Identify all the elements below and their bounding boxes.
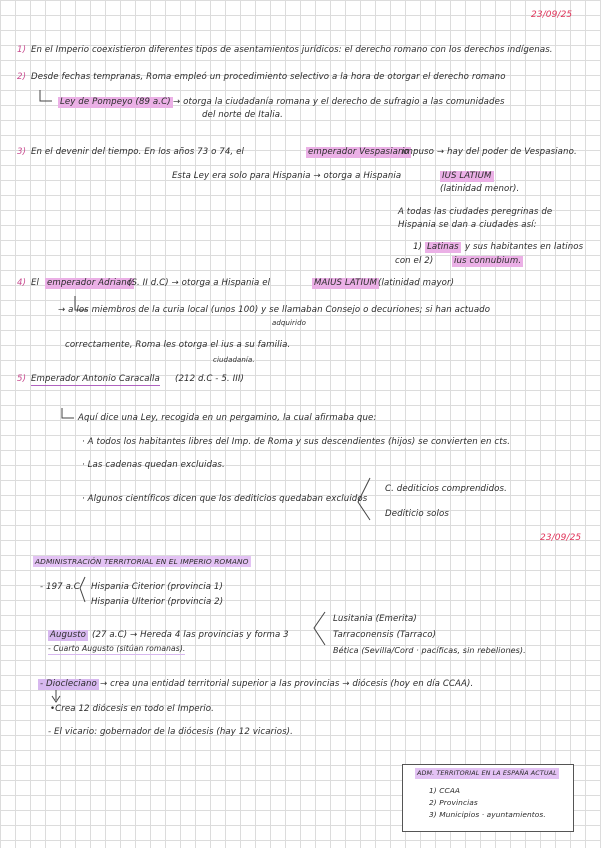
section-5-number: 5)	[17, 374, 27, 384]
section-4-text-a: El	[31, 278, 40, 288]
diocleciano: - Diocleciano	[40, 679, 97, 689]
modern-admin-item3: 3) Municipios · ayuntamientos.	[429, 810, 546, 819]
section-1-number: 1)	[17, 45, 27, 55]
section-3-item1-latinas: Latinas	[427, 242, 459, 252]
section-3-item1-num: 1)	[413, 242, 423, 252]
section-3-line3: (latinidad menor).	[440, 184, 520, 194]
section-3-line2: Esta Ley era solo para Hispania → otorga a Hispania	[172, 171, 402, 181]
section-5-bullet1: · A todos los habitantes libres del Imp. de Roma y sus descendientes (hijos) se convierten en cts.	[82, 437, 511, 447]
augusto-note: - Cuarto Augusto (sitúan romanas).	[48, 644, 186, 653]
modern-admin-item2: 2) Provincias	[429, 798, 478, 807]
law-pompeyo-description: → otorga la ciudadanía romana y el derecho de sufragio a las comunidades	[173, 97, 505, 107]
emperor-vespasiano: emperador Vespasiano	[308, 147, 409, 157]
section-5-line1: Aquí dice una Ley, recogida en un pergamino, la cual afirmaba que:	[78, 413, 377, 423]
emperor-caracalla: Emperador Antonio Caracalla	[31, 374, 160, 384]
section-5-bullet2: · Las cadenas quedan excluidas.	[82, 460, 225, 470]
ius-latium: IUS LATIUM	[442, 171, 492, 181]
section-4-number: 4)	[17, 278, 27, 288]
section-3-item2-num: con el 2)	[395, 256, 434, 266]
section-4-under: adquirido	[272, 319, 307, 327]
date-header-1: 23/09/25	[531, 10, 573, 20]
vicario-line: - El vicario: gobernador de la diócesis (hay 12 vicarios).	[48, 727, 293, 737]
diocleciano-rest: → crea una entidad territorial superior a las provincias → diócesis (hoy en día CCAA).	[100, 679, 474, 689]
section-3-text-b: impuso → hay del poder de Vespasiano.	[402, 147, 577, 157]
section-3-line4: A todas las ciudades peregrinas de	[398, 207, 553, 217]
section-4-line2: → a los miembros de la curia local (unos 100) y se llamaban Consejo o decuriones; si han actuado	[58, 305, 491, 315]
section-3-line5: Hispania se dan a ciudades así:	[398, 220, 537, 230]
maius-latium: MAIUS LATIUM	[314, 278, 378, 288]
section-4-text-b: (S. II d.C) → otorga a Hispania el	[128, 278, 271, 288]
augusto-rest: (27 a.C) → Hereda 4 las provincias y forma 3	[92, 630, 289, 640]
section-3-item1-rest: y sus habitantes en latinos	[465, 242, 584, 252]
caracalla-dates: (212 d.C - 5. III)	[175, 374, 244, 384]
hispania-ulterior: Hispania Ulterior (provincia 2)	[91, 597, 224, 607]
diocleciano-2: •Crea 12 diócesis en todo el Imperio.	[50, 704, 214, 714]
modern-admin-item1: 1) CCAA	[429, 786, 461, 795]
section-4-under2: ciudadanía.	[213, 356, 255, 364]
admin-title: ADMINISTRACIÓN TERRITORIAL EN EL IMPERIO ROMANO	[35, 557, 249, 566]
section-3-text: En el devenir del tiempo. En los años 73 o 74, el	[31, 147, 244, 157]
law-pompeyo: Ley de Pompeyo (89 a.C)	[60, 97, 171, 107]
modern-admin-box	[402, 764, 574, 832]
province-tarraconensis: Tarraconensis (Tarraco)	[333, 630, 437, 640]
section-2-text: Desde fechas tempranas, Roma empleó un procedimiento selectivo a la hora de otorgar el derecho romano	[31, 72, 506, 82]
law-pompeyo-description-cont: del norte de Italia.	[202, 110, 283, 120]
section-3-item2-ius: ius connubium.	[454, 256, 522, 266]
section-5-bullet3: · Algunos científicos dicen que los dediticios quedaban excluidos	[82, 494, 368, 504]
hispania-citerior: Hispania Citerior (provincia 1)	[91, 582, 223, 592]
section-2-number: 2)	[17, 72, 27, 82]
section-4-text-c: (latinidad mayor)	[378, 278, 455, 288]
augusto: Augusto	[50, 630, 87, 640]
admin-197: - 197 a.C	[40, 582, 80, 592]
section-5-option1: C. dediticios comprendidos.	[385, 484, 507, 494]
date-header-2: 23/09/25	[540, 533, 582, 543]
modern-admin-title: ADM. TERRITORIAL EN LA ESPAÑA ACTUAL	[417, 769, 557, 777]
section-4-line3: correctamente, Roma les otorga el ius a su familia.	[65, 340, 291, 350]
section-5-option2: Dediticio solos	[385, 509, 449, 519]
province-lusitania: Lusitania (Emerita)	[333, 614, 417, 624]
emperor-adriano: emperador Adriano	[47, 278, 133, 288]
section-1-text: En el Imperio coexistieron diferentes tipos de asentamientos jurídicos: el derecho romano con los derechos indígenas.	[31, 45, 553, 55]
province-betica: Bética (Sevilla/Cord · pacíficas, sin rebeliones).	[333, 646, 526, 655]
section-3-number: 3)	[17, 147, 27, 157]
